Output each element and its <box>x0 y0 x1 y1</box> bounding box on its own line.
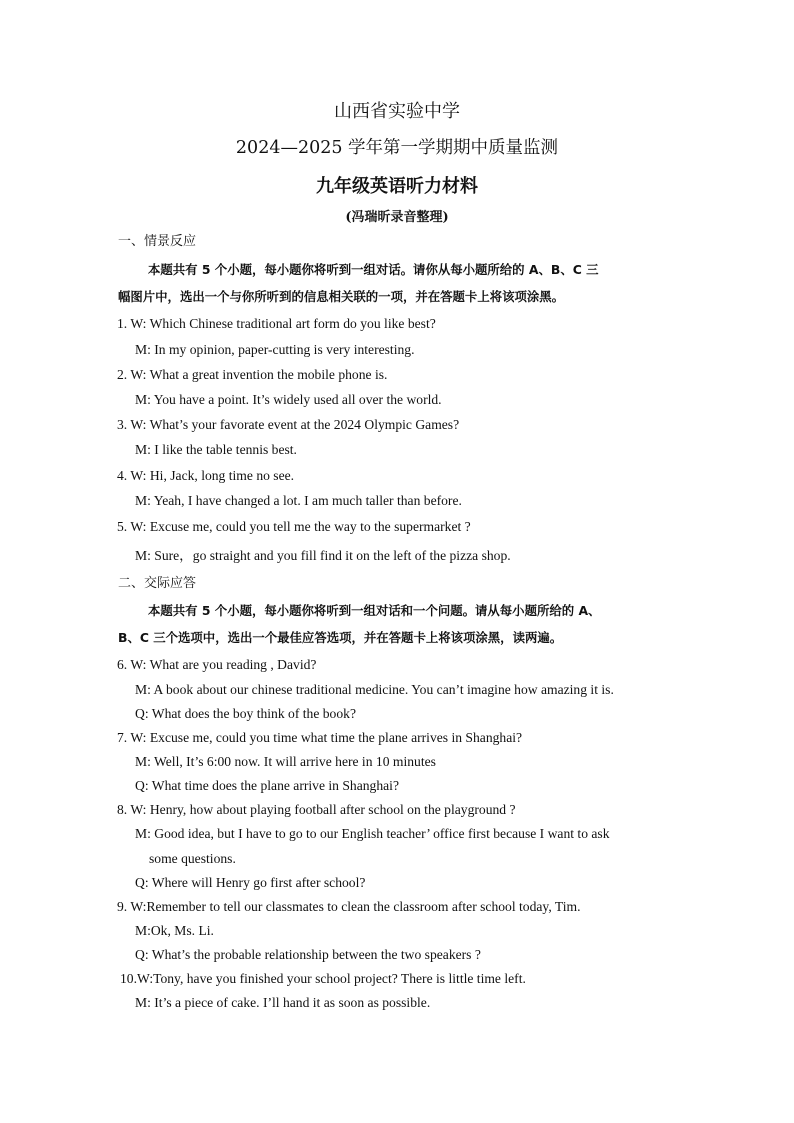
dialogue-line-q2-w: 2. W: What a great invention the mobile phone is. <box>117 367 388 382</box>
section2-instruction-line1: 本题共有 5 个小题，每小题你将听到一组对话和一个问题。请从每小题所给的 A、 <box>148 603 601 618</box>
dialogue-line-q5-m: M: Sure，go straight and you fill find it on the left of the pizza shop. <box>135 548 511 563</box>
compiler-note: (冯瑞昕录音整理) <box>345 210 449 225</box>
dialogue-line-q6-m: M: A book about our chinese traditional medicine. You can’t imagine how amazing it is. <box>135 682 614 697</box>
dialogue-line-q8-q: Q: Where will Henry go first after school? <box>135 875 366 890</box>
dialogue-line-q3-m: M: I like the table tennis best. <box>135 442 297 457</box>
dialogue-line-q6-w: 6. W: What are you reading , David? <box>117 657 317 672</box>
dialogue-line-q1-m: M: In my opinion, paper-cutting is very interesting. <box>135 342 415 357</box>
dialogue-line-q7-m: M: Well, It’s 6:00 now. It will arrive here in 10 minutes <box>135 754 436 769</box>
school-name: 山西省实验中学 <box>334 101 460 122</box>
section2-instruction-line2: B、C 三个选项中，选出一个最佳应答选项，并在答题卡上将该项涂黑，读两遍。 <box>118 630 563 645</box>
dialogue-line-q8-m-cont: some questions. <box>149 851 236 866</box>
dialogue-line-q10-m: M: It’s a piece of cake. I’ll hand it as soon as possible. <box>135 995 431 1010</box>
dialogue-line-q9-w: 9. W:Remember to tell our classmates to clean the classroom after school today, Tim. <box>117 899 581 914</box>
dialogue-line-q6-q: Q: What does the boy think of the book? <box>135 706 356 721</box>
section1-instruction-line1: 本题共有 5 个小题，每小题你将听到一组对话。请你从每小题所给的 A、B、C 三 <box>148 262 599 277</box>
dialogue-line-q8-m: M: Good idea, but I have to go to our English teacher’ office first because I want to ask <box>135 826 610 841</box>
dialogue-line-q2-m: M: You have a point. It’s widely used all over the world. <box>135 392 442 407</box>
dialogue-line-q5-w: 5. W: Excuse me, could you tell me the way to the supermarket ? <box>117 519 471 534</box>
section1-instruction-line2: 幅图片中，选出一个与你所听到的信息相关联的一项，并在答题卡上将该项涂黑。 <box>118 289 565 304</box>
section2-heading: 二、交际应答 <box>118 576 197 591</box>
dialogue-line-q9-m: M:Ok, Ms. Li. <box>135 923 214 938</box>
dialogue-line-q10-w: 10.W:Tony, have you finished your school project? There is little time left. <box>120 971 526 986</box>
term-title: 2024—2025 学年第一学期期中质量监测 <box>235 138 559 158</box>
dialogue-line-q7-q: Q: What time does the plane arrive in Shanghai? <box>135 778 399 793</box>
section1-heading: 一、情景反应 <box>118 234 197 249</box>
dialogue-line-q4-w: 4. W: Hi, Jack, long time no see. <box>117 468 295 483</box>
dialogue-line-q1-w: 1. W: Which Chinese traditional art form do you like best? <box>117 316 436 331</box>
dialogue-line-q4-m: M: Yeah, I have changed a lot. I am much taller than before. <box>135 493 462 508</box>
dialogue-line-q8-w: 8. W: Henry, how about playing football after school on the playground ? <box>117 802 516 817</box>
dialogue-line-q9-q: Q: What’s the probable relationship between the two speakers ? <box>135 947 481 962</box>
document-title: 九年级英语听力材料 <box>316 176 478 197</box>
dialogue-line-q7-w: 7. W: Excuse me, could you time what time the plane arrives in Shanghai? <box>117 730 523 745</box>
dialogue-line-q3-w: 3. W: What’s your favorate event at the 2024 Olympic Games? <box>117 417 460 432</box>
